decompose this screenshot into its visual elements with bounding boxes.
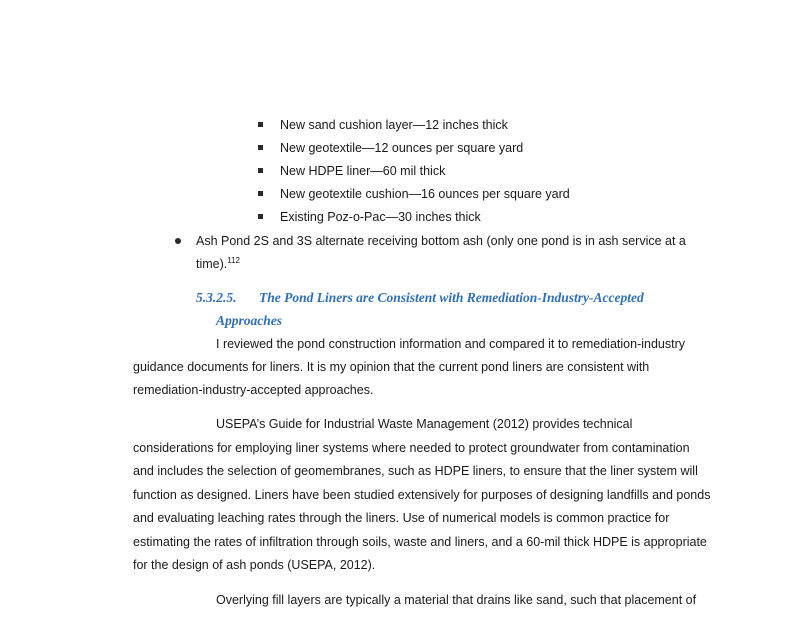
section-title-cont: Approaches bbox=[216, 313, 283, 328]
section-number: 5.3.2.5. bbox=[196, 290, 237, 305]
sub-bullet-item: New geotextile cushion—16 ounces per square yard bbox=[280, 187, 570, 201]
paragraph-line: estimating the rates of infiltration through soils, waste and liners, and a 60-mil thick HDPE is appropriate bbox=[133, 535, 707, 549]
square-bullet-icon bbox=[258, 191, 263, 196]
bullet-line: Ash Pond 2S and 3S alternate receiving bottom ash (only one pond is in ash service at a bbox=[196, 234, 686, 248]
paragraph-line: and includes the selection of geomembranes, such as HDPE liners, to ensure that the liner system will bbox=[133, 464, 698, 478]
sub-bullet-item: Existing Poz-o-Pac—30 inches thick bbox=[280, 210, 481, 224]
square-bullet-icon bbox=[258, 214, 263, 219]
bullet-text: time). bbox=[196, 257, 228, 271]
paragraph-line: guidance documents for liners. It is my opinion that the current pond liners are consistent with bbox=[133, 360, 650, 374]
paragraph-line: and evaluating leaching rates through the liners. Use of numerical models is common practice for bbox=[133, 511, 670, 525]
round-bullet-icon bbox=[175, 238, 181, 244]
sub-bullet-item: New sand cushion layer—12 inches thick bbox=[280, 118, 508, 132]
section-title: The Pond Liners are Consistent with Remediation-Industry-Accepted bbox=[259, 290, 644, 305]
square-bullet-icon bbox=[258, 168, 263, 173]
paragraph-line: I reviewed the pond construction information and compared it to remediation-industry bbox=[216, 337, 686, 351]
square-bullet-icon bbox=[258, 145, 263, 150]
paragraph-line: remediation-industry-accepted approaches. bbox=[133, 383, 374, 397]
square-bullet-icon bbox=[258, 122, 263, 127]
sub-bullet-item: New HDPE liner—60 mil thick bbox=[280, 164, 446, 178]
paragraph-line: function as designed. Liners have been studied extensively for purposes of designing landfills and ponds bbox=[133, 488, 711, 502]
paragraph-line: USEPA’s Guide for Industrial Waste Management (2012) provides technical bbox=[216, 417, 633, 431]
footnote-ref: 112 bbox=[227, 255, 241, 265]
bullet-line bbox=[196, 256, 240, 272]
paragraph-line: Overlying fill layers are typically a material that drains like sand, such that placement of bbox=[216, 593, 697, 607]
paragraph-line: for the design of ash ponds (USEPA, 2012). bbox=[133, 558, 376, 572]
paragraph-line: considerations for employing liner systems where needed to protect groundwater from contamination bbox=[133, 441, 690, 455]
sub-bullet-item: New geotextile—12 ounces per square yard bbox=[280, 141, 524, 155]
